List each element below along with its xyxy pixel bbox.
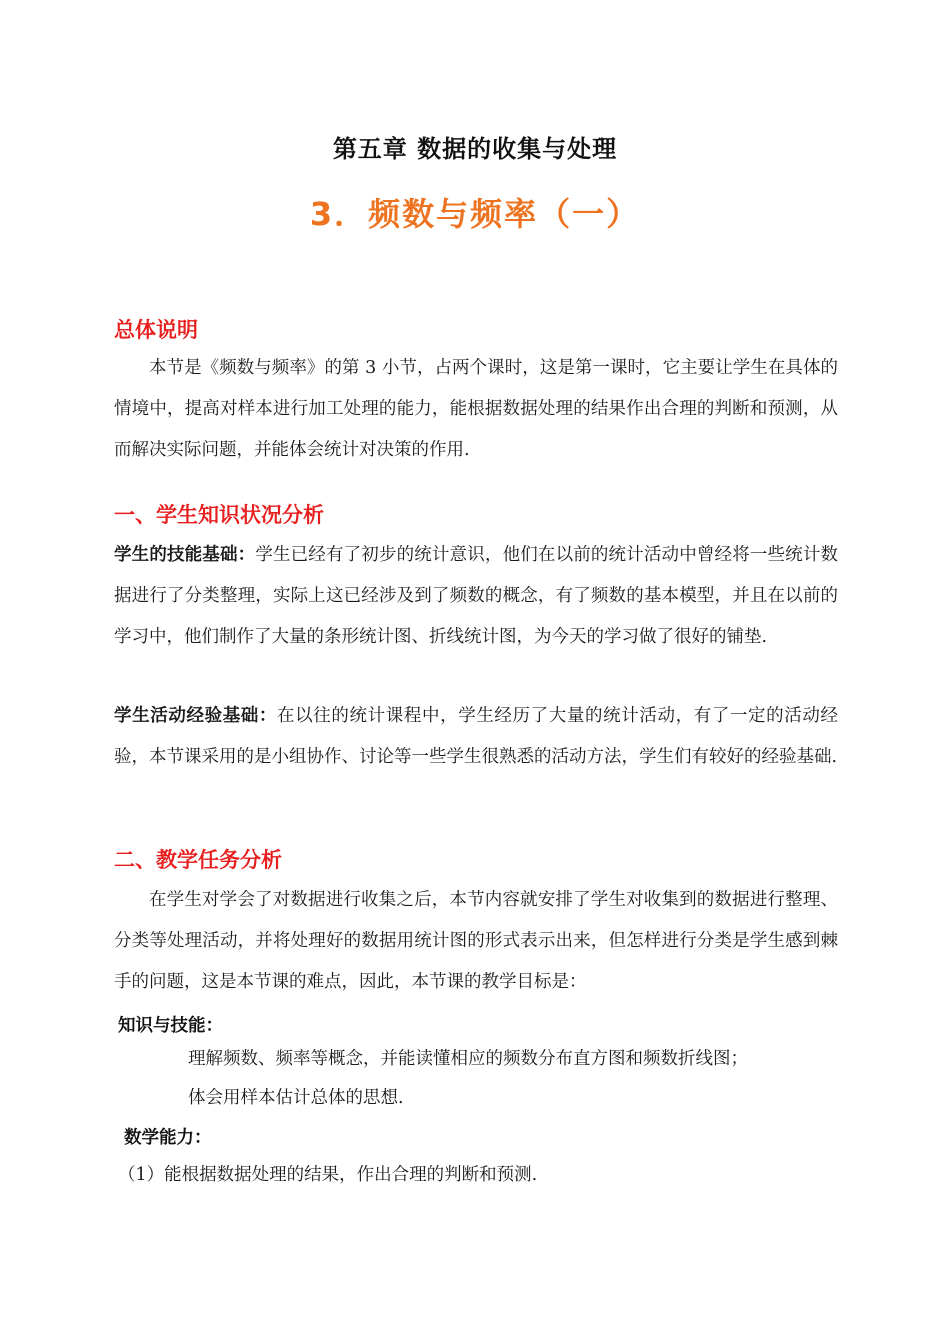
skill-paragraph [114,535,838,658]
lesson-title: 3．频数与频率（一） [309,195,641,233]
section2-heading: 二、教学任务分析 [114,848,282,872]
activity-paragraph [114,696,838,778]
knowledge-item: 体会用样本估计总体的思想. [188,1088,404,1108]
math-ability-heading: 数学能力： [124,1128,212,1148]
math-ability-item: （1）能根据数据处理的结果，作出合理的判断和预测. [118,1165,538,1185]
activity-label: 学生活动经验基础： [114,706,278,726]
chapter-title: 第五章 数据的收集与处理 [332,135,618,163]
section2-intro-paragraph: 在学生对学会了对数据进行收集之后，本节内容就安排了学生对收集到的数据进行整理、分类等处理活动，并将处理好的数据用统计图的形式表示出来，但怎样进行分类是学生感到棘手的问题，这是本节课的难点，因此，本节课的教学目标是： [114,890,838,992]
knowledge-heading: 知识与技能： [118,1016,223,1036]
knowledge-item: 理解频数、频率等概念，并能读懂相应的频数分布直方图和频数折线图； [188,1049,748,1069]
skill-label: 学生的技能基础： [114,545,256,565]
section1-heading: 一、学生知识状况分析 [114,503,324,527]
overview-heading: 总体说明 [114,318,198,342]
activity-text: 在以往的统计课程中，学生经历了大量的统计活动，有了一定的活动经验，本节课采用的是小组协作、讨论等一些学生很熟悉的活动方法，学生们有较好的经验基础. [114,706,839,767]
overview-paragraph: 本节是《频数与频率》的第 3 小节，占两个课时，这是第一课时，它主要让学生在具体的情境中，提高对样本进行加工处理的能力，能根据数据处理的结果作出合理的判断和预测，从而解决实际问题，并能体会统计对决策的作用. [114,358,838,460]
skill-text: 学生已经有了初步的统计意识，他们在以前的统计活动中曾经将一些统计数据进行了分类整理，实际上这已经涉及到了频数的概念，有了频数的基本模型，并且在以前的学习中，他们制作了大量的条形统计图、折线统计图，为今天的学习做了很好的铺垫. [114,545,839,647]
